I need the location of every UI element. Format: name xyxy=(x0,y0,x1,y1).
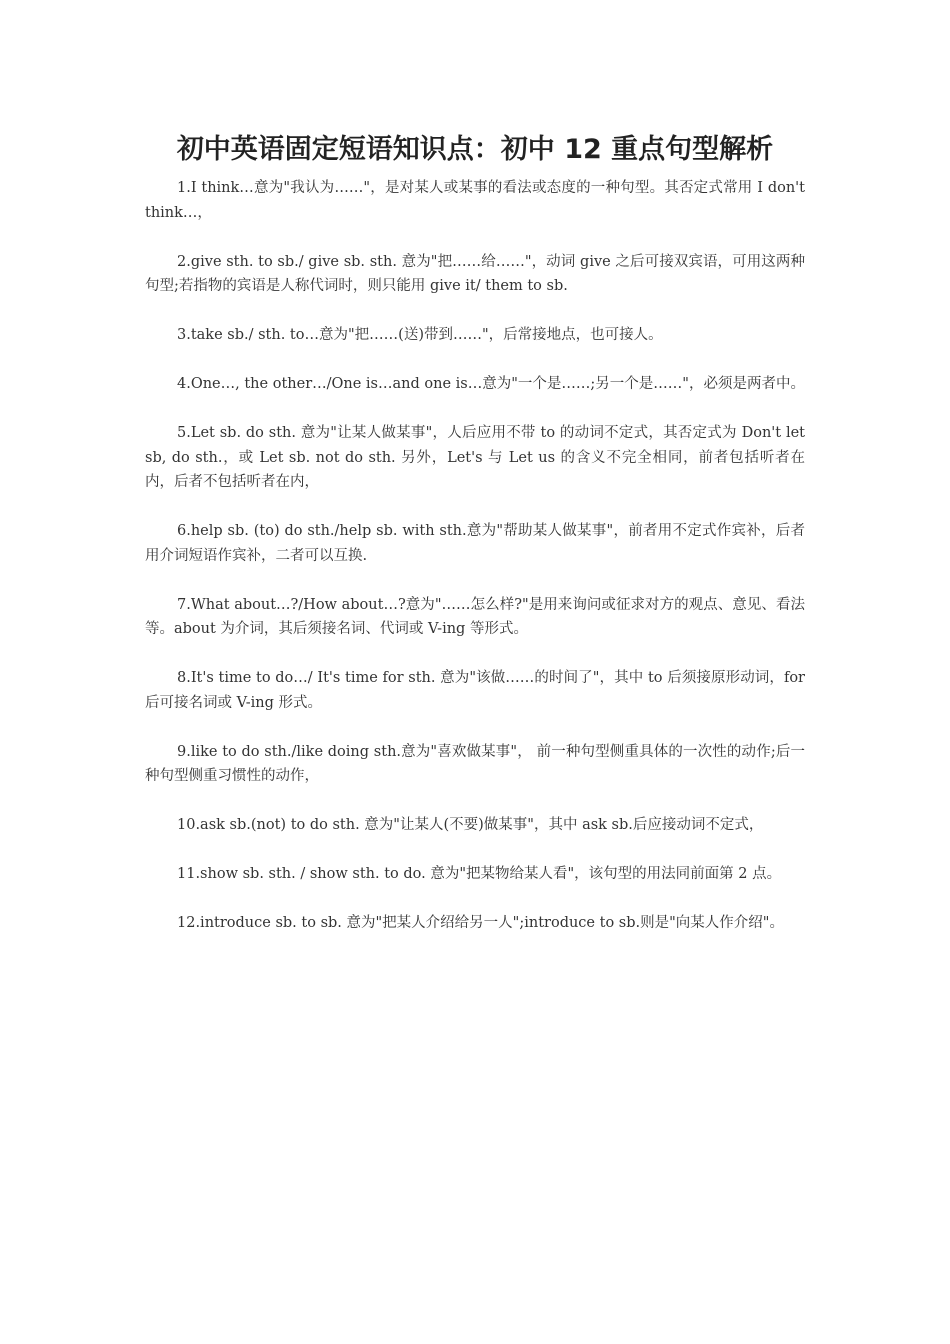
paragraph-7: 7.What about…?/How about…?意为"……怎么样?"是用来询问或征求对方的观点、意见、看法等。about 为介词，其后须接名词、代词或 V-ing 等形式。 xyxy=(145,596,805,637)
paragraph-3: 3.take sb./ sth. to…意为"把……(送)带到……"，后常接地点，也可接人。 xyxy=(177,327,663,343)
paragraph-4: 4.One…, the other…/One is…and one is…意为"一个是……;另一个是……"，必须是两者中。 xyxy=(177,376,805,392)
page-title: 初中英语固定短语知识点：初中 12 重点句型解析 xyxy=(176,134,774,165)
paragraph-10: 10.ask sb.(not) to do sth. 意为"让某人(不要)做某事"，其中 ask sb.后应接动词不定式， xyxy=(177,817,764,833)
document-body xyxy=(145,176,805,960)
paragraph-12: 12.introduce sb. to sb. 意为"把某人介绍给另一人";introduce to sb.则是"向某人作介绍"。 xyxy=(177,915,784,931)
paragraph-2: 2.give sth. to sb./ give sb. sth. 意为"把……给……"，动词 give 之后可接双宾语，可用这两种句型;若指物的宾语是人称代词时，则只能用 give it/ them to sb. xyxy=(145,253,805,294)
paragraph-1: 1.I think…意为"我认为……"，是对某人或某事的看法或态度的一种句型。其否定式常用 I don't think…， xyxy=(145,180,805,221)
paragraph-11: 11.show sb. sth. / show sth. to do. 意为"把某物给某人看"，该句型的用法同前面第 2 点。 xyxy=(177,866,782,882)
paragraph-5: 5.Let sb. do sth. 意为"让某人做某事"，人后应用不带 to 的动词不定式，其否定式为 Don't let sb, do sth.，或 Let sb. not do sth. 另外，Let's 与 Let us 的含义不完全相同，前者包括听者在内，后者不包括听者在内， xyxy=(145,425,805,490)
paragraph-9: 9.like to do sth./like doing sth.意为"喜欢做某事"， 前一种句型侧重具体的一次性的动作;后一种句型侧重习惯性的动作， xyxy=(145,743,805,784)
paragraph-6: 6.help sb. (to) do sth./help sb. with sth.意为"帮助某人做某事"，前者用不定式作宾补，后者用介词短语作宾补，二者可以互换. xyxy=(145,523,805,564)
paragraph-8: 8.It's time to do…/ It's time for sth. 意为"该做……的时间了"，其中 to 后须接原形动词，for 后可接名词或 V-ing 形式。 xyxy=(145,670,805,711)
